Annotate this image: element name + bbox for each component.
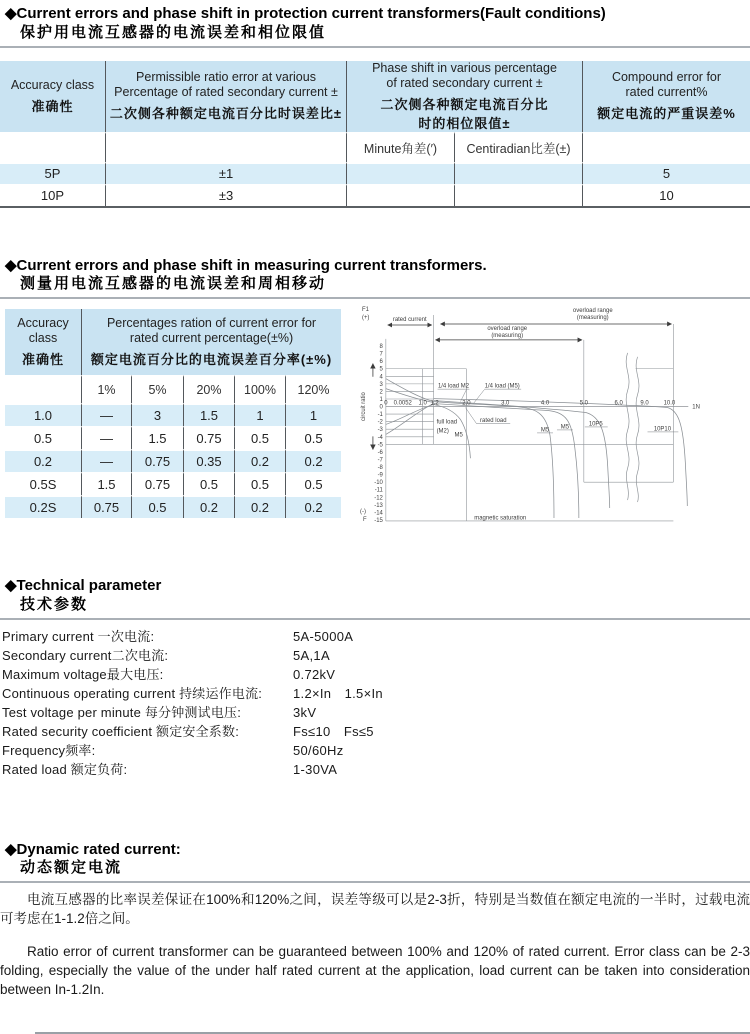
cell-value: 1.5	[184, 403, 235, 426]
cell-value: —	[82, 403, 132, 426]
axis-label-plus: (+)	[362, 315, 370, 321]
section3-title-en: ◆Technical parameter	[5, 577, 162, 594]
cell-value: 0.75	[184, 426, 235, 449]
cell-compound: 10	[583, 184, 750, 206]
y-tick-label: -4	[377, 434, 383, 441]
table-subheader-row	[0, 132, 750, 162]
header-text: Accuracy class	[10, 77, 95, 92]
table-header-row	[5, 309, 341, 375]
y-tick-label: -12	[374, 495, 383, 502]
x-tick-label: 6.0	[614, 400, 623, 407]
parameter-row	[0, 741, 750, 760]
section1-title-en: ◆Current errors and phase shift in protection current transformers(Fault conditions)	[5, 5, 606, 22]
dynamic-paragraph-zh: 电流互感器的比率误差保证在100%和120%之间，误差等级可以是2-3折，特别是当数值在额定电流的一半时，过载电流可考虑在1-1.2倍之间。	[0, 892, 750, 926]
section2-title-zh: 测量用电流互感器的电流误差和周相移动	[20, 275, 327, 293]
parameter-value: Fs≤10 Fs≤5	[293, 723, 374, 739]
parameter-row	[0, 646, 750, 665]
header-current-error	[82, 309, 341, 375]
m5-a-label: M5	[540, 427, 550, 434]
chart-labels	[360, 307, 700, 523]
cell-class: 5P	[0, 162, 106, 184]
cell-value: 0.75	[82, 495, 132, 518]
table-header-row	[0, 61, 750, 132]
y-tick-label: 7	[379, 351, 383, 358]
parameter-row	[0, 665, 750, 684]
y-tick-label: -10	[374, 480, 383, 487]
cell-value: 0.5	[184, 472, 235, 495]
y-axis-title: circuit ratio	[361, 392, 368, 421]
empty-cell	[0, 132, 106, 162]
table-subheader-row	[5, 375, 341, 403]
protection-ct-table	[0, 61, 750, 208]
y-tick-label: -3	[377, 427, 383, 434]
ct-error-chart	[357, 301, 745, 531]
cell-value: 3	[132, 403, 184, 426]
range-arrows	[388, 324, 672, 340]
parameter-value: 3kV	[293, 704, 317, 720]
empty-cell	[583, 132, 750, 162]
measuring-ct-table	[5, 309, 341, 518]
table-row-5p	[0, 162, 750, 184]
cell-value: 1.5	[132, 426, 184, 449]
parameter-label: Test voltage per minute 每分钟测试电压:	[2, 704, 242, 720]
section4-title-en: ◆Dynamic rated current:	[5, 840, 181, 858]
cell-value: 0.5	[235, 472, 286, 495]
dynamic-paragraph-en: Ratio error of current transformer can be guaranteed between 100% and 120% of rated current. Error class can be 2-3 folding, especially the value of the under half rated current at the application, load current can be taken into consideration between In-1.2In.	[0, 944, 750, 997]
y-tick-label: -11	[374, 487, 383, 494]
cell-value: 1.5	[82, 472, 132, 495]
section3-title-zh: 技术参数	[20, 595, 89, 613]
overload-mid-label-2: (measuring)	[491, 332, 524, 339]
section4-title-zh: 动态额定电流	[20, 859, 123, 877]
technical-parameters-list	[0, 627, 750, 779]
rule-4	[0, 881, 750, 883]
header-text: Accuracy class	[17, 316, 69, 345]
x-tick-label: 0.0052	[393, 400, 412, 407]
subheader-100pct: 100%	[235, 375, 286, 403]
cell-class: 0.5S	[5, 472, 82, 495]
rule-1	[0, 46, 750, 48]
cell-value: 0.2	[286, 495, 341, 518]
cell-value: 0.75	[132, 472, 184, 495]
header-compound-error	[583, 61, 750, 132]
p10p10-label: 10P10	[653, 426, 672, 433]
header-text-zh: 准确性	[31, 98, 74, 114]
empty-cell	[5, 375, 82, 403]
section3-title	[0, 572, 750, 615]
y-tick-label: 1	[379, 396, 383, 403]
cell-class: 0.2S	[5, 495, 82, 518]
cell-value: 0.5	[286, 426, 341, 449]
subheader-20pct: 20%	[184, 375, 235, 403]
x-tick-label: 5.0	[579, 400, 589, 407]
y-tick-label: -6	[377, 449, 383, 456]
section1-title-zh: 保护用电流互感器的电流误差和相位限值	[20, 23, 327, 41]
cell-value: 0.75	[132, 449, 184, 472]
header-text-zh: 二次侧各种额定电流百分比时的相位限值±	[380, 96, 549, 131]
header-text-zh: 额定电流百分比的电流误差百分率(±%)	[90, 352, 333, 367]
y-tick-label: -15	[374, 517, 383, 524]
y-tick-label: -7	[377, 457, 383, 464]
table-row-0.5s	[5, 472, 341, 495]
x-tick-label: 2.0	[462, 400, 471, 407]
y-tick-label: 2	[379, 389, 383, 396]
table-row-1.0	[5, 403, 341, 426]
header-text: Permissible ratio error at various Percentage of rated secondary current ±	[114, 70, 338, 99]
full-load-m5-label: M5	[454, 432, 463, 439]
cell-class: 0.5	[5, 426, 82, 449]
parameter-label: Continuous operating current 持续运作电流:	[2, 685, 263, 701]
header-text: Phase shift in various percentage of rated secondary current ±	[372, 60, 557, 90]
x-tick-label: 1.0	[418, 400, 427, 407]
chart-frame	[386, 315, 688, 521]
cell-class: 10P	[0, 184, 106, 206]
parameter-label: Secondary current二次电流:	[2, 647, 169, 663]
overload-top-label-2: (measuring)	[576, 315, 609, 321]
cell-value: 1	[286, 403, 341, 426]
cell-class: 1.0	[5, 403, 82, 426]
x-tick-label: 3.0	[501, 400, 510, 407]
header-text: Percentages ration of current error for rated current percentage(±%)	[106, 316, 317, 345]
table-row-0.5	[5, 426, 341, 449]
p10p5-label: 10P5	[588, 421, 603, 428]
subheader-centiradian: Centiradian比差(±)	[455, 132, 583, 162]
section1-title	[0, 0, 750, 43]
empty-cell	[106, 132, 347, 162]
magnetic-saturation-label: magnetic saturation	[474, 515, 527, 522]
cell-value: 0.5	[132, 495, 184, 518]
x-tick-label: 10.0	[663, 400, 676, 407]
table-row-0.2	[5, 449, 341, 472]
y-tick-label: 5	[379, 366, 383, 373]
subheader-1pct: 1%	[82, 375, 132, 403]
y-tick-label: -9	[377, 472, 383, 479]
quarter-load-m5-label: 1/4 load (M5)	[484, 383, 520, 390]
parameter-row	[0, 684, 750, 703]
subheader-5pct: 5%	[132, 375, 184, 403]
parameter-label: Rated load 额定负荷:	[2, 761, 128, 777]
section4-title	[0, 836, 750, 879]
m5-b-label: M5	[560, 424, 570, 431]
cell-minute	[347, 184, 455, 206]
cell-value: 0.35	[184, 449, 235, 472]
x-axis-end-label: 1N	[692, 404, 700, 411]
cell-centiradian	[455, 162, 583, 184]
chart-ticks	[374, 344, 676, 524]
header-accuracy-class	[0, 61, 106, 132]
cell-value: 0.2	[235, 495, 286, 518]
table-row-0.2s	[5, 495, 341, 518]
overload-top-label-1: overload range	[572, 308, 613, 315]
axis-break	[626, 353, 639, 502]
header-phase-shift	[347, 61, 583, 132]
y-tick-label: -1	[377, 412, 383, 419]
leader-lines	[438, 389, 679, 433]
rated-load-label: rated load	[480, 417, 507, 424]
parameter-label: Frequency频率:	[2, 742, 96, 758]
y-tick-label: 4	[379, 374, 383, 381]
y-tick-label: -13	[374, 502, 383, 509]
cell-value: 0.5	[235, 426, 286, 449]
cell-value: —	[82, 426, 132, 449]
parameter-label: Primary current 一次电流:	[2, 628, 155, 644]
chart-box	[357, 301, 745, 536]
rated-current-label: rated current	[392, 316, 427, 323]
axis-label-minus: (-)	[360, 509, 366, 515]
parameter-row	[0, 760, 750, 779]
axis-label-f: F	[363, 516, 367, 523]
header-accuracy-class	[5, 309, 82, 375]
parameter-value: 0.72kV	[293, 666, 336, 682]
cell-value: 0.5	[286, 472, 341, 495]
cell-value: 0.2	[184, 495, 235, 518]
header-text-zh: 额定电流的严重误差%	[597, 106, 736, 121]
table-row-10p	[0, 184, 750, 206]
full-load-label-2: (M2)	[436, 428, 449, 435]
subheader-minute: Minute角差(′)	[347, 132, 455, 162]
cell-ratio: ±3	[106, 184, 347, 206]
cell-value: —	[82, 449, 132, 472]
parameter-row	[0, 627, 750, 646]
parameter-label: Maximum voltage最大电压:	[2, 666, 164, 682]
y-tick-label: 3	[379, 381, 383, 388]
quarter-load-m2-label: 1/4 load M2	[437, 383, 470, 390]
parameter-row	[0, 703, 750, 722]
cell-value: 0.2	[235, 449, 286, 472]
cell-compound: 5	[583, 162, 750, 184]
x-tick-label: 4.0	[540, 400, 550, 407]
y-tick-label: 0	[379, 404, 383, 411]
rule-3	[0, 618, 750, 620]
parameter-value: 50/60Hz	[293, 742, 344, 758]
measuring-section	[0, 309, 750, 536]
cell-class: 0.2	[5, 449, 82, 472]
parameter-value: 1.2×In 1.5×In	[293, 685, 383, 701]
cell-centiradian	[455, 184, 583, 206]
rule-2	[0, 297, 750, 299]
y-tick-label: -2	[377, 419, 383, 426]
axis-label-f1: F1	[362, 307, 369, 314]
section2-title-en: ◆Current errors and phase shift in measuring current transformers.	[5, 256, 487, 274]
y-tick-label: -5	[377, 442, 383, 449]
x-tick-label: 1.2	[430, 400, 439, 407]
header-text-zh: 准确性	[21, 352, 64, 367]
parameter-label: Rated security coefficient 额定安全系数:	[2, 723, 240, 739]
x-tick-label: 0	[384, 400, 388, 407]
overload-mid-label-1: overload range	[487, 325, 528, 332]
header-text: Compound error for rated current%	[611, 70, 722, 99]
x-tick-label: 9.0	[640, 400, 649, 407]
full-load-label-1: full load	[436, 419, 458, 426]
parameter-value: 1-30VA	[293, 761, 338, 777]
parameter-value: 5A-5000A	[293, 628, 354, 644]
cell-minute	[347, 162, 455, 184]
cell-value: 0.2	[286, 449, 341, 472]
y-tick-label: -14	[374, 510, 383, 517]
header-ratio-error	[106, 61, 347, 132]
header-text-zh: 二次侧各种额定电流百分比时误差比±	[109, 106, 343, 121]
cell-ratio: ±1	[106, 162, 347, 184]
y-tick-label: 8	[379, 344, 383, 351]
parameter-value: 5A,1A	[293, 647, 330, 663]
subheader-120pct: 120%	[286, 375, 341, 403]
cell-value: 1	[235, 403, 286, 426]
y-tick-label: -8	[377, 465, 383, 472]
parameter-row	[0, 722, 750, 741]
section2-title	[0, 252, 750, 295]
y-tick-label: 6	[379, 359, 383, 366]
